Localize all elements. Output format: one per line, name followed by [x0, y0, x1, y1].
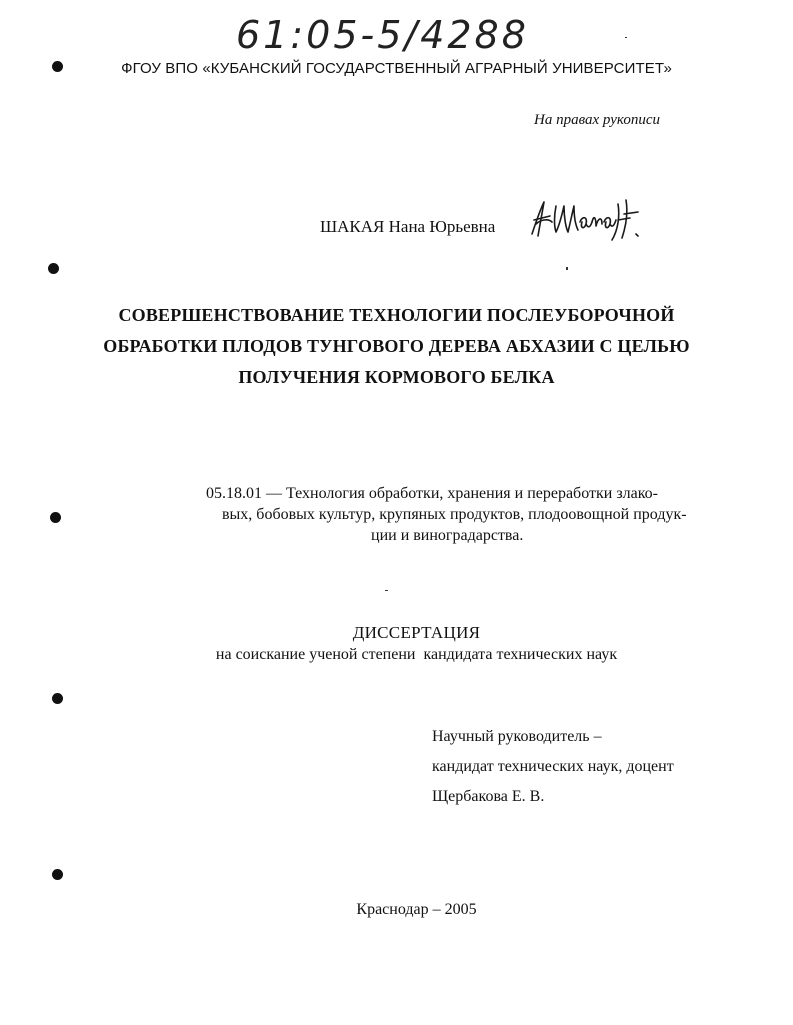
specialty-block	[170, 483, 715, 546]
supervisor-degree: кандидат технических наук, доцент	[432, 758, 674, 775]
supervisor-name: Щербакова Е. В.	[432, 788, 545, 805]
title-line: ПОЛУЧЕНИЯ КОРМОВОГО БЕЛКА	[238, 367, 555, 387]
title-line: СОВЕРШЕНСТВОВАНИЕ ТЕХНОЛОГИИ ПОСЛЕУБОРОЧНОЙ	[118, 305, 675, 325]
degree-sought: на соискание ученой степени кандидата технических наук	[215, 646, 618, 663]
scan-speck	[625, 37, 627, 38]
dissertation-title	[60, 300, 733, 393]
title-line: ОБРАБОТКИ ПЛОДОВ ТУНГОВОГО ДЕРЕВА АБХАЗИИ С ЦЕЛЬЮ	[103, 336, 690, 356]
author-signature	[526, 194, 646, 242]
supervisor-block	[432, 722, 752, 812]
scan-speck	[566, 267, 568, 270]
city-year: Краснодар – 2005	[356, 901, 477, 918]
specialty-line: 05.18.01 — Технология обработки, хранения и переработки злако-	[206, 485, 659, 502]
punch-hole	[52, 869, 63, 880]
author-name: ШАКАЯ Нана Юрьевна	[320, 217, 496, 236]
punch-hole	[48, 263, 59, 274]
supervisor-label: Научный руководитель –	[432, 728, 602, 745]
scan-speck	[385, 590, 388, 591]
institution-header: ФГОУ ВПО «КУБАНСКИЙ ГОСУДАРСТВЕННЫЙ АГРАРНЫЙ УНИВЕРСИТЕТ»	[121, 60, 672, 77]
specialty-line: ции и виноградарства.	[371, 527, 524, 544]
manuscript-rights-note: На правах рукописи	[534, 112, 660, 128]
archive-number-handwritten: 61:05-5/4288	[236, 13, 529, 57]
punch-hole	[50, 512, 61, 523]
specialty-line: вых, бобовых культур, крупяных продуктов, плодоовощной продук-	[222, 506, 687, 523]
punch-hole	[52, 693, 63, 704]
document-type: ДИССЕРТАЦИЯ	[352, 623, 481, 642]
